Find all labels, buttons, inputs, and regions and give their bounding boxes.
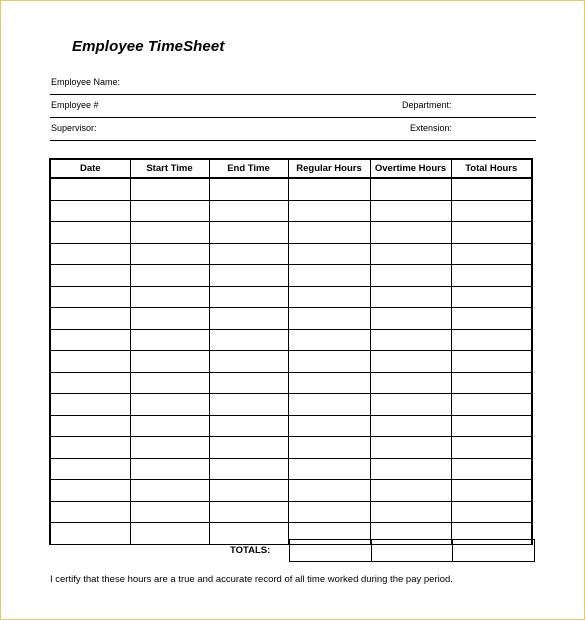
table-cell[interactable] <box>209 286 288 308</box>
table-cell[interactable] <box>209 178 288 200</box>
totals-label: TOTALS: <box>230 545 271 556</box>
table-row <box>50 351 532 373</box>
table-row <box>50 265 532 287</box>
table-cell[interactable] <box>209 372 288 394</box>
table-cell[interactable] <box>451 222 532 244</box>
table-cell[interactable] <box>370 243 451 265</box>
totals-total-hours-cell[interactable] <box>453 540 535 562</box>
table-cell[interactable] <box>50 265 130 287</box>
table-row <box>50 329 532 351</box>
table-row <box>50 394 532 416</box>
table-row <box>50 178 532 200</box>
table-cell[interactable] <box>451 480 532 502</box>
form-title: Employee TimeSheet <box>72 38 225 55</box>
table-cell[interactable] <box>370 415 451 437</box>
table-cell[interactable] <box>370 501 451 523</box>
table-cell[interactable] <box>130 437 209 459</box>
table-cell[interactable] <box>451 394 532 416</box>
table-row <box>50 480 532 502</box>
table-cell[interactable] <box>370 200 451 222</box>
table-cell[interactable] <box>370 480 451 502</box>
table-cell[interactable] <box>130 308 209 330</box>
employee-number-line[interactable] <box>50 95 536 118</box>
table-cell[interactable] <box>451 372 532 394</box>
table-cell[interactable] <box>451 351 532 373</box>
table-row <box>50 372 532 394</box>
table-row <box>50 415 532 437</box>
table-cell[interactable] <box>451 200 532 222</box>
table-cell[interactable] <box>209 437 288 459</box>
table-cell[interactable] <box>288 200 370 222</box>
table-cell[interactable] <box>209 265 288 287</box>
department-label: Department: <box>402 100 452 110</box>
table-cell[interactable] <box>50 523 130 545</box>
table-cell[interactable] <box>209 308 288 330</box>
table-cell[interactable] <box>50 372 130 394</box>
table-cell[interactable] <box>50 222 130 244</box>
table-cell[interactable] <box>50 286 130 308</box>
table-cell[interactable] <box>130 265 209 287</box>
table-row <box>50 458 532 480</box>
table-cell[interactable] <box>451 178 532 200</box>
table-cell[interactable] <box>130 458 209 480</box>
table-row <box>50 308 532 330</box>
table-cell[interactable] <box>50 501 130 523</box>
timesheet-table <box>49 158 533 545</box>
table-cell[interactable] <box>209 200 288 222</box>
table-cell[interactable] <box>130 178 209 200</box>
table-cell[interactable] <box>130 243 209 265</box>
table-cell[interactable] <box>50 178 130 200</box>
table-cell[interactable] <box>451 458 532 480</box>
table-cell[interactable] <box>370 351 451 373</box>
table-cell[interactable] <box>370 308 451 330</box>
table-cell[interactable] <box>50 394 130 416</box>
table-row <box>50 437 532 459</box>
table-cell[interactable] <box>209 501 288 523</box>
table-cell[interactable] <box>451 265 532 287</box>
table-cell[interactable] <box>130 501 209 523</box>
table-cell[interactable] <box>288 308 370 330</box>
table-row <box>50 200 532 222</box>
table-body <box>50 178 532 544</box>
table-cell[interactable] <box>209 480 288 502</box>
table-cell[interactable] <box>130 372 209 394</box>
column-header-overtime-hours: Overtime Hours <box>370 159 451 178</box>
table-cell[interactable] <box>288 329 370 351</box>
totals-overtime-hours-cell[interactable] <box>372 540 453 562</box>
table-cell[interactable] <box>451 243 532 265</box>
totals-regular-hours-cell[interactable] <box>290 540 372 562</box>
column-header-total-hours: Total Hours <box>451 159 532 178</box>
table-cell[interactable] <box>288 480 370 502</box>
table-cell[interactable] <box>288 265 370 287</box>
supervisor-label: Supervisor: <box>51 123 97 133</box>
table-row <box>50 243 532 265</box>
table-cell[interactable] <box>50 329 130 351</box>
table-cell[interactable] <box>288 222 370 244</box>
table-cell[interactable] <box>288 243 370 265</box>
totals-table <box>289 539 535 562</box>
table-cell[interactable] <box>288 394 370 416</box>
table-cell[interactable] <box>130 329 209 351</box>
table-cell[interactable] <box>130 200 209 222</box>
table-row <box>50 222 532 244</box>
column-header-start-time: Start Time <box>130 159 209 178</box>
table-cell[interactable] <box>50 308 130 330</box>
table-cell[interactable] <box>288 415 370 437</box>
column-header-end-time: End Time <box>209 159 288 178</box>
table-cell[interactable] <box>209 415 288 437</box>
table-header-row <box>50 159 532 178</box>
table-cell[interactable] <box>288 437 370 459</box>
table-cell[interactable] <box>130 351 209 373</box>
table-cell[interactable] <box>130 523 209 545</box>
table-cell[interactable] <box>209 458 288 480</box>
table-cell[interactable] <box>370 178 451 200</box>
table-cell[interactable] <box>288 178 370 200</box>
extension-label: Extension: <box>410 123 453 133</box>
table-cell[interactable] <box>370 394 451 416</box>
table-cell[interactable] <box>370 222 451 244</box>
employee-name-line[interactable] <box>50 72 536 95</box>
table-cell[interactable] <box>451 501 532 523</box>
table-cell[interactable] <box>451 437 532 459</box>
table-cell[interactable] <box>130 480 209 502</box>
table-cell[interactable] <box>451 329 532 351</box>
table-cell[interactable] <box>50 458 130 480</box>
supervisor-line[interactable] <box>50 118 536 141</box>
table-row <box>50 501 532 523</box>
table-cell[interactable] <box>451 286 532 308</box>
table-row <box>50 286 532 308</box>
table-cell[interactable] <box>370 265 451 287</box>
table-cell[interactable] <box>288 458 370 480</box>
table-cell[interactable] <box>209 351 288 373</box>
employee-name-label: Employee Name: <box>51 77 121 87</box>
table-cell[interactable] <box>209 243 288 265</box>
table-cell[interactable] <box>130 222 209 244</box>
table-cell[interactable] <box>50 437 130 459</box>
table-cell[interactable] <box>50 243 130 265</box>
table-cell[interactable] <box>209 329 288 351</box>
certification-statement: I certify that these hours are a true and accurate record of all time worked during the pay period. <box>50 574 453 585</box>
table-cell[interactable] <box>50 351 130 373</box>
totals-row <box>290 540 535 562</box>
table-cell[interactable] <box>451 415 532 437</box>
table-cell[interactable] <box>288 351 370 373</box>
table-cell[interactable] <box>370 372 451 394</box>
employee-number-label: Employee # <box>51 100 99 110</box>
table-cell[interactable] <box>288 286 370 308</box>
table-cell[interactable] <box>50 200 130 222</box>
table-cell[interactable] <box>209 523 288 545</box>
table-cell[interactable] <box>370 458 451 480</box>
table-cell[interactable] <box>50 480 130 502</box>
table-cell[interactable] <box>370 329 451 351</box>
table-cell[interactable] <box>370 286 451 308</box>
column-header-date: Date <box>50 159 130 178</box>
table-cell[interactable] <box>209 394 288 416</box>
table-cell[interactable] <box>370 437 451 459</box>
table-cell[interactable] <box>288 372 370 394</box>
table-cell[interactable] <box>451 308 532 330</box>
table-cell[interactable] <box>130 415 209 437</box>
table-cell[interactable] <box>288 501 370 523</box>
column-header-regular-hours: Regular Hours <box>288 159 370 178</box>
table-cell[interactable] <box>50 415 130 437</box>
table-cell[interactable] <box>130 394 209 416</box>
table-cell[interactable] <box>209 222 288 244</box>
table-cell[interactable] <box>130 286 209 308</box>
